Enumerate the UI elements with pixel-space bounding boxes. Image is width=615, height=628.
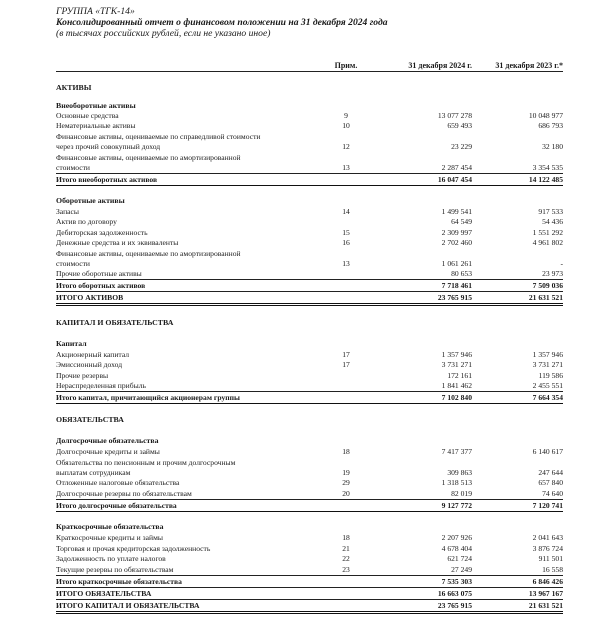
double-rule (56, 611, 563, 614)
table-row: Отложенные налоговые обязательства 29 1 318 513 657 840 (56, 478, 563, 487)
total-row: Итого краткосрочные обязательства 7 535 303 6 846 426 (56, 577, 563, 586)
total-row: Итого оборотных активов 7 718 461 7 509 036 (56, 281, 563, 290)
section-capital: Капитал (56, 339, 87, 348)
section-short-term-liabilities: Краткосрочные обязательства (56, 522, 164, 531)
rule (56, 599, 563, 600)
column-header-2024: 31 декабря 2024 г. (408, 61, 472, 70)
report-title: Консолидированный отчет о финансовом положении на 31 декабря 2024 года (56, 17, 388, 28)
table-row: Нераспределенная прибыль 1 841 462 2 455 551 (56, 381, 563, 390)
table-row: Текущие резервы по обязательствам 23 27 249 16 558 (56, 565, 563, 574)
rule (56, 575, 563, 576)
table-row: Актив по договору 64 549 54 436 (56, 217, 563, 226)
table-row: Долгосрочные кредиты и займы 18 7 417 377 6 140 617 (56, 447, 563, 456)
table-row: выплатам сотрудникам 19 309 863 247 644 (56, 468, 563, 477)
table-row: Дебиторская задолженность 15 2 309 997 1 551 292 (56, 228, 563, 237)
grand-total-row: ИТОГО АКТИВОВ 23 765 915 21 631 521 (56, 293, 563, 302)
table-row: стоимости 13 2 287 454 3 354 535 (56, 163, 563, 172)
section-current-assets: Оборотные активы (56, 196, 125, 205)
table-row: Долгосрочные резервы по обязательствам 20 82 019 74 640 (56, 489, 563, 498)
total-row: Итого внеоборотных активов 16 047 454 14 122 485 (56, 175, 563, 184)
table-row: Финансовые активы, оцениваемые по амортизированной (56, 153, 241, 162)
section-liabilities: ОБЯЗАТЕЛЬСТВА (56, 415, 124, 424)
table-row: Краткосрочные кредиты и займы 18 2 207 926 2 041 643 (56, 533, 563, 542)
total-row: Итого долгосрочные обязательства 9 127 772 7 120 741 (56, 501, 563, 510)
rule (56, 391, 563, 392)
table-row: стоимости 13 1 061 261 - (56, 259, 563, 268)
grand-total-row: ИТОГО ОБЯЗАТЕЛЬСТВА 16 663 075 13 967 167 (56, 589, 563, 598)
rule (56, 587, 563, 588)
units-note: (в тысячах российских рублей, если не указано иное) (56, 28, 271, 39)
table-row: через прочий совокупный доход 12 23 229 32 180 (56, 142, 563, 151)
rule (56, 499, 563, 500)
total-row: Итого капитал, причитающийся акционерам группы 7 102 840 7 664 354 (56, 393, 563, 402)
grand-total-row: ИТОГО КАПИТАЛ И ОБЯЗАТЕЛЬСТВА 23 765 915 21 631 521 (56, 601, 563, 610)
column-header-note: Прим. (334, 61, 358, 70)
table-row: Прочие резервы 172 161 119 586 (56, 371, 563, 380)
rule (56, 173, 563, 174)
rule (56, 291, 563, 292)
section-assets: АКТИВЫ (56, 83, 92, 92)
table-row: Запасы 14 1 499 541 917 533 (56, 207, 563, 216)
table-row: Обязательства по пенсионным и прочим долгосрочным (56, 458, 236, 467)
table-row: Финансовые активы, оцениваемые по справедливой стоимости (56, 132, 261, 141)
section-capital-and-liabilities: КАПИТАЛ И ОБЯЗАТЕЛЬСТВА (56, 318, 174, 327)
rule (56, 403, 563, 404)
table-row: Денежные средства и их эквиваленты 16 2 702 460 4 961 802 (56, 238, 563, 247)
table-row: Эмиссионный доход 17 3 731 271 3 731 271 (56, 360, 563, 369)
double-rule (56, 303, 563, 306)
company-name: ГРУППА «ТГК-14» (56, 6, 135, 17)
table-row: Прочие оборотные активы 80 653 23 973 (56, 269, 563, 278)
rule (56, 511, 563, 512)
section-long-term-liabilities: Долгосрочные обязательства (56, 436, 159, 445)
table-row: Торговая и прочая кредиторская задолженность 21 4 678 404 3 876 724 (56, 544, 563, 553)
table-row: Основные средства 9 13 077 278 10 048 977 (56, 111, 563, 120)
table-row: Задолженность по уплате налогов 22 621 724 911 501 (56, 554, 563, 563)
table-row: Финансовые активы, оцениваемые по амортизированной (56, 249, 241, 258)
table-row: Нематериальные активы 10 659 493 686 793 (56, 121, 563, 130)
section-non-current-assets: Внеоборотные активы (56, 101, 136, 110)
header-rule (56, 71, 563, 72)
rule (56, 185, 563, 186)
rule (56, 279, 563, 280)
column-header-2023: 31 декабря 2023 г.* (495, 61, 563, 70)
table-row: Акционерный капитал 17 1 357 946 1 357 946 (56, 350, 563, 359)
